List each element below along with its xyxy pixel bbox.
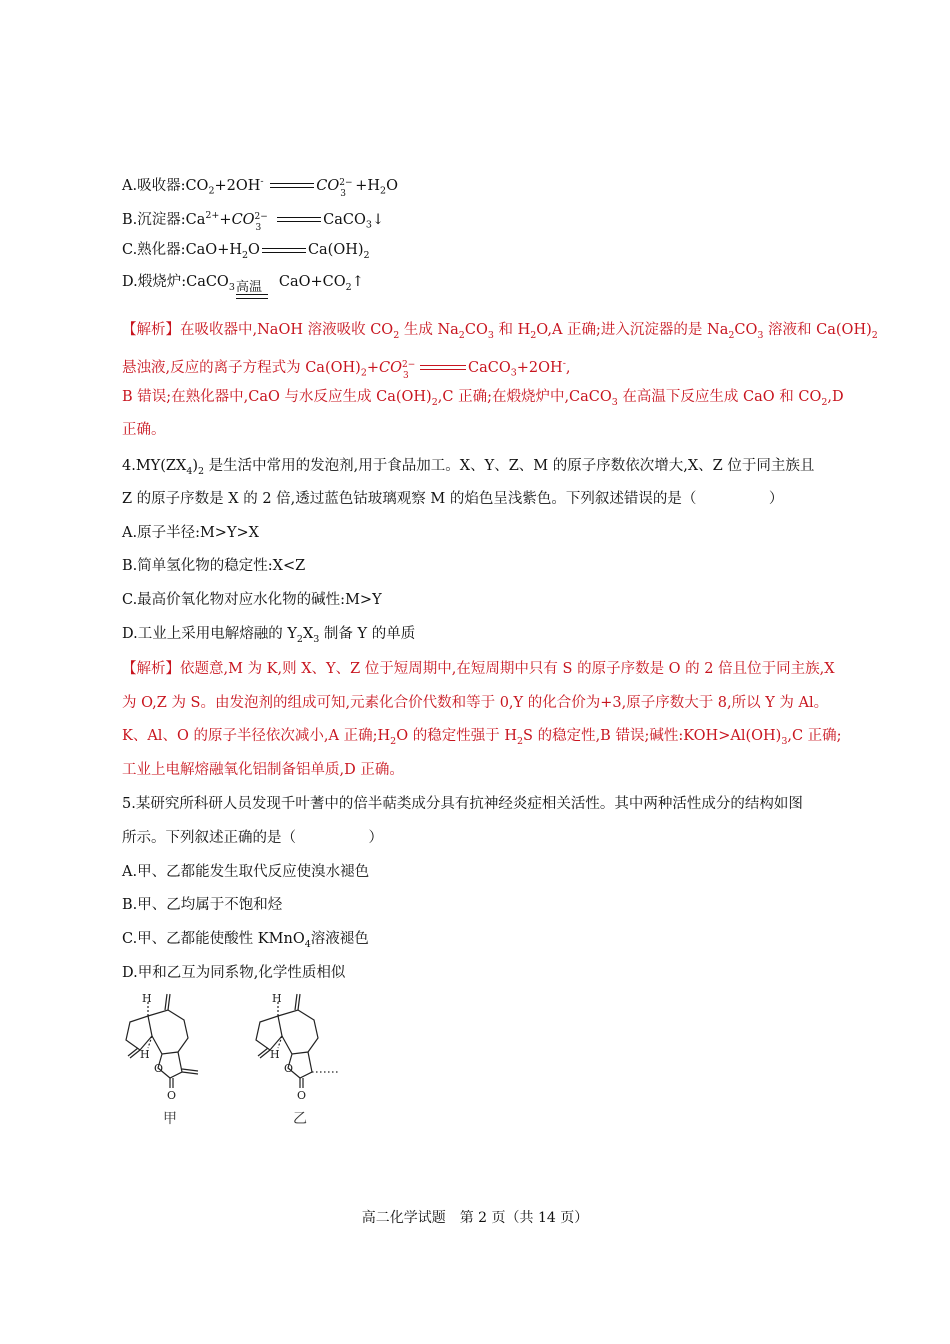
svg-text:H: H: [140, 1048, 150, 1061]
svg-text:O: O: [297, 1089, 307, 1100]
page-footer: 高二化学试题 第 2 页（共 14 页）: [361, 1210, 589, 1226]
q3-option-b: B.沉淀器$:Ca^{2+}+CO$ 2− 3 CaCO$_3$↓: [122, 210, 385, 233]
q5-option-b: B.甲、乙均属于不饱和烃: [122, 897, 283, 913]
equals-arrow: [420, 365, 466, 370]
molecule-yi-label: 乙: [293, 1111, 307, 1127]
analysis-4-line-3: K、Al、O 的原子半径依次减小,A 正确$;H_2O$ 的稳定性强于 $H_2S$ 的稳定性,B 错误;碱性$:KOH>Al(OH)_3,C$ 正确;: [122, 728, 842, 747]
analysis-3-line-2: 悬浊液,反应的离子方程式为 $Ca(OH)_2+CO$ 2− 3 CaCO$_3$+2OH-,: [122, 358, 571, 381]
analysis-3-line-4: 正确。: [122, 422, 166, 438]
q3-option-c: C.熟化器$:CaO+H_2O$ $Ca(OH)_2$: [122, 242, 370, 261]
q3-option-d: D.煅烧炉:CaCO$_3$ $CaO+CO_2↑$: [122, 274, 364, 293]
q4-option-c: C.最高价氧化物对应水化物的碱性:M>Y: [122, 592, 382, 608]
q4-option-d: D.工业上采用电解熔融的 $Y_2X_3$ 制备 Y 的单质: [122, 626, 416, 645]
analysis-3-line-3: B 错误;在熟化器中,CaO 与水反应生成 $Ca(OH)_2,C$ 正确;在煅烧炉中,CaCO$_3$ 在高温下反应生成 CaO 和 $CO_2,D$: [122, 389, 844, 408]
q5-option-a: A.甲、乙都能发生取代反应使溴水褪色: [122, 864, 370, 880]
molecule-jia-structure: [118, 988, 223, 1100]
equals-arrow: [270, 183, 314, 188]
molecule-jia-label: 甲: [163, 1111, 177, 1127]
molecule-yi-structure: [248, 988, 353, 1100]
analysis-4-line-2: 为 O,Z 为 S。由发泡剂的组成可知,元素化合价代数和等于 0,Y 的化合价为+3,原子序数大于 8,所以 Y 为 Al。: [122, 695, 829, 711]
analysis-4-line-1: 【解析】依题意,M 为 K,则 X、Y、Z 位于短周期中,在短周期中只有 S 的原子序数是 O 的 2 倍且位于同主族,X: [122, 661, 835, 677]
q4-stem-line-1: $4.MY(ZX_4)_2$ 是生活中常用的发泡剂,用于食品加工。X、Y、Z、M 的原子序数依次增大,X、Z 位于同主族且: [122, 458, 815, 477]
q4-stem-line-2: Z 的原子序数是 X 的 2 倍,透过蓝色钴玻璃观察 M 的焰色呈浅紫色。下列叙述错误的是（ ）: [122, 491, 784, 507]
svg-text:O: O: [284, 1062, 294, 1075]
q5-option-d: D.甲和乙互为同系物,化学性质相似: [122, 965, 346, 981]
svg-text:O: O: [167, 1089, 177, 1100]
svg-text:O: O: [154, 1062, 164, 1075]
q5-option-c: C.甲、乙都能使酸性 KMnO$_4$溶液褪色: [122, 931, 369, 950]
q4-option-b: B.简单氢化物的稳定性:X<Z: [122, 558, 306, 574]
analysis-4-line-4: 工业上电解熔融氧化铝制备铝单质,D 正确。: [122, 762, 404, 778]
q5-stem-line-1: 5.某研究所科研人员发现千叶蓍中的倍半萜类成分具有抗神经炎症相关活性。其中两种活性成分的结构如图: [122, 796, 803, 812]
q5-stem-line-2: 所示。下列叙述正确的是（ ）: [122, 830, 383, 846]
svg-text:H: H: [142, 992, 152, 1005]
q3-option-a: A.吸收器$:CO_2+2OH^-$ CO 2− 3 $+H_2O$: [122, 176, 398, 199]
svg-text:H: H: [272, 992, 282, 1005]
svg-text:H: H: [270, 1048, 280, 1061]
equals-arrow: [277, 217, 321, 222]
reaction-condition: 高温: [236, 280, 263, 295]
analysis-3-line-1: 【解析】在吸收器中,NaOH 溶液吸收 $CO_2$ 生成 $Na_2CO_3$ 和 $H_2O,A$ 正确;进入沉淀器的是 $Na_2CO_3$ 溶液和 $Ca(OH)_2$: [122, 322, 878, 341]
equals-arrow: [262, 248, 306, 253]
equals-arrow: [236, 294, 268, 299]
q4-option-a: A.原子半径:M>Y>X: [122, 525, 260, 541]
